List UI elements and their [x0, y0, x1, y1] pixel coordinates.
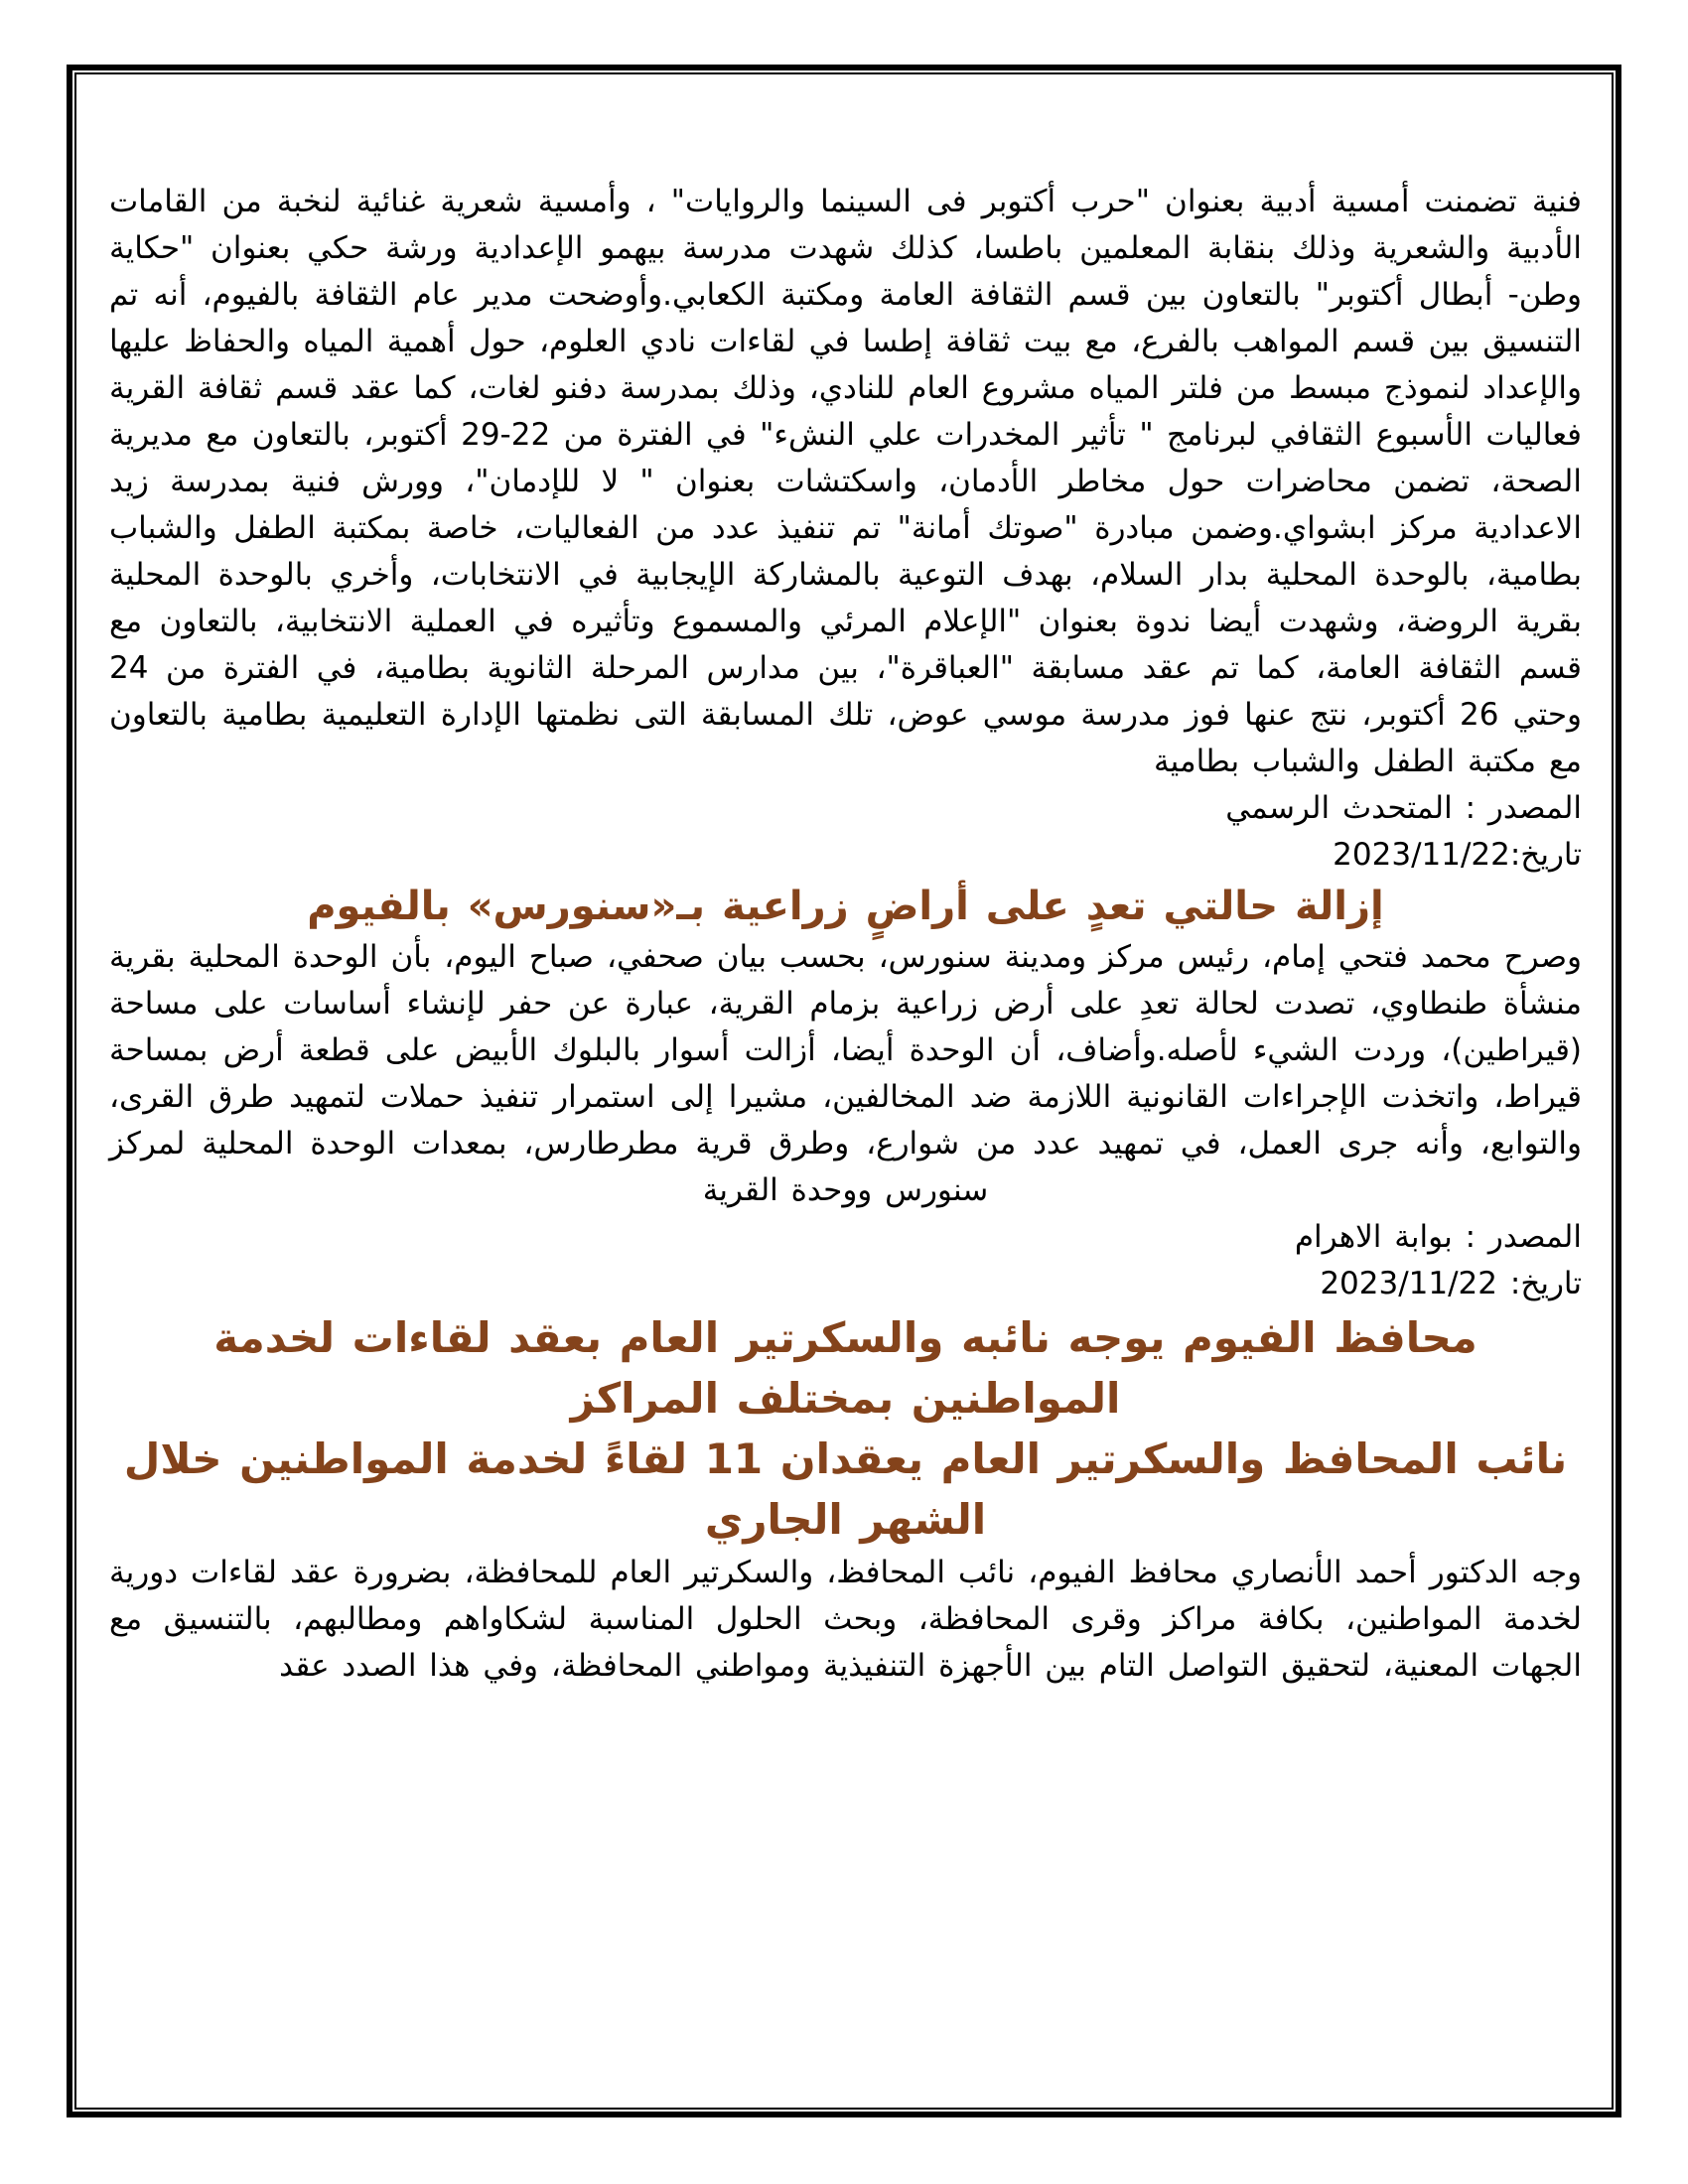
- article2-headline: إزالة حالتي تعدٍ على أراضٍ زراعية بـ«سنورس» بالفيوم: [307, 884, 1384, 929]
- article2-source-line: المصدر : بوابة الاهرام: [1294, 1219, 1582, 1255]
- article1-source-line: المصدر : المتحدث الرسمي: [1225, 790, 1582, 826]
- article3-headline-line2: نائب المحافظ والسكرتير العام يعقدان 11 لقاءً لخدمة المواطنين خلال الشهر الجاري: [123, 1434, 1568, 1544]
- article1-date-line: تاريخ:2023/11/22: [1333, 837, 1582, 873]
- article2-body-paragraph: وصرح محمد فتحي إمام، رئيس مركز ومدينة سنورس، بحسب بيان صحفي، صباح اليوم، بأن الوحدة المحلية بقرية منشأة طنطاوي، تصدت لحالة تعدِ على أرض زراعية بزمام القرية، عبارة عن حفر لإنشاء أساسات على مساحة (قيراطين)، وردت الشيء لأصله.وأضاف، أن الوحدة أيضا، أزالت أسوار بالبلوك الأبيض على قطعة أرض بمساحة قيراط، واتخذت الإجراءات القانونية اللازمة ضد المخالفين، مشيرا إلى استمرار تنفيذ حملات لتمهيد طرق القرى، والتوابع، وأنه جرى العمل، في تمهيد عدد من شوارع، وطرق قرية مطرطارس، بمعدات الوحدة المحلية لمركز سنورس ووحدة القرية: [109, 939, 1582, 1208]
- article1-body-paragraph: فنية تضمنت أمسية أدبية بعنوان "حرب أكتوبر فى السينما والروايات" ، وأمسية شعرية غنائية لنخبة من القامات الأدبية والشعرية وذلك بنقابة المعلمين باطسا، كذلك شهدت مدرسة بيهمو الإعدادية ورشة حكي بعنوان "حكاية وطن- أبطال أكتوبر" بالتعاون بين قسم الثقافة العامة ومكتبة الكعابي.وأوضحت مدير عام الثقافة بالفيوم، أنه تم التنسيق بين قسم المواهب بالفرع، مع بيت ثقافة إطسا في لقاءات نادي العلوم، حول أهمية المياه والحفاظ عليها والإعداد لنموذج مبسط من فلتر المياه مشروع العام للنادي، وذلك بمدرسة دفنو لغات، كما عقد قسم ثقافة القرية فعاليات الأسبوع الثقافي لبرنامج " تأثير المخدرات علي النشء" في الفترة من 22-29 أكتوبر، بالتعاون مع مديرية الصحة، تضمن محاضرات حول مخاطر الأدمان، واسكتشات بعنوان " لا للإدمان"، وورش فنية بمدرسة زيد الاعدادية مركز ابشواي.وضمن مبادرة "صوتك أمانة" تم تنفيذ عدد من الفعاليات، خاصة بمكتبة الطفل والشباب بطامية، بالوحدة المحلية بدار السلام، بهدف التوعية بالمشاركة الإيجابية في الانتخابات، وأخري بالوحدة المحلية بقرية الروضة، وشهدت أيضا ندوة بعنوان "الإعلام المرئي والمسموع وتأثيره في العملية الانتخابية، بالتعاون مع قسم الثقافة العامة، كما تم عقد مسابقة "العباقرة"، بين مدارس المرحلة الثانوية بطامية، في الفترة من 24 وحتي 26 أكتوبر، نتج عنها فوز مدرسة موسي عوض، تلك المسابقة التى نظمتها الإدارة التعليمية بطامية بالتعاون مع مكتبة الطفل والشباب بطامية: [109, 184, 1582, 779]
- article3-body-paragraph: وجه الدكتور أحمد الأنصاري محافظ الفيوم، نائب المحافظ، والسكرتير العام للمحافظة، بضرورة عقد لقاءات دورية لخدمة المواطنين، بكافة مراكز وقرى المحافظة، وبحث الحلول المناسبة لشكاواهم ومطالبهم، بالتنسيق مع الجهات المعنية، لتحقيق التواصل التام بين الأجهزة التنفيذية ومواطني المحافظة، وفي هذا الصدد عقد: [109, 1555, 1582, 1684]
- article2-date-line: تاريخ: 2023/11/22: [1320, 1266, 1582, 1301]
- article3-headline-line1: محافظ الفيوم يوجه نائبه والسكرتير العام بعقد لقاءات لخدمة المواطنين بمختلف المراكز: [213, 1313, 1477, 1423]
- document-content: [109, 179, 1582, 1690]
